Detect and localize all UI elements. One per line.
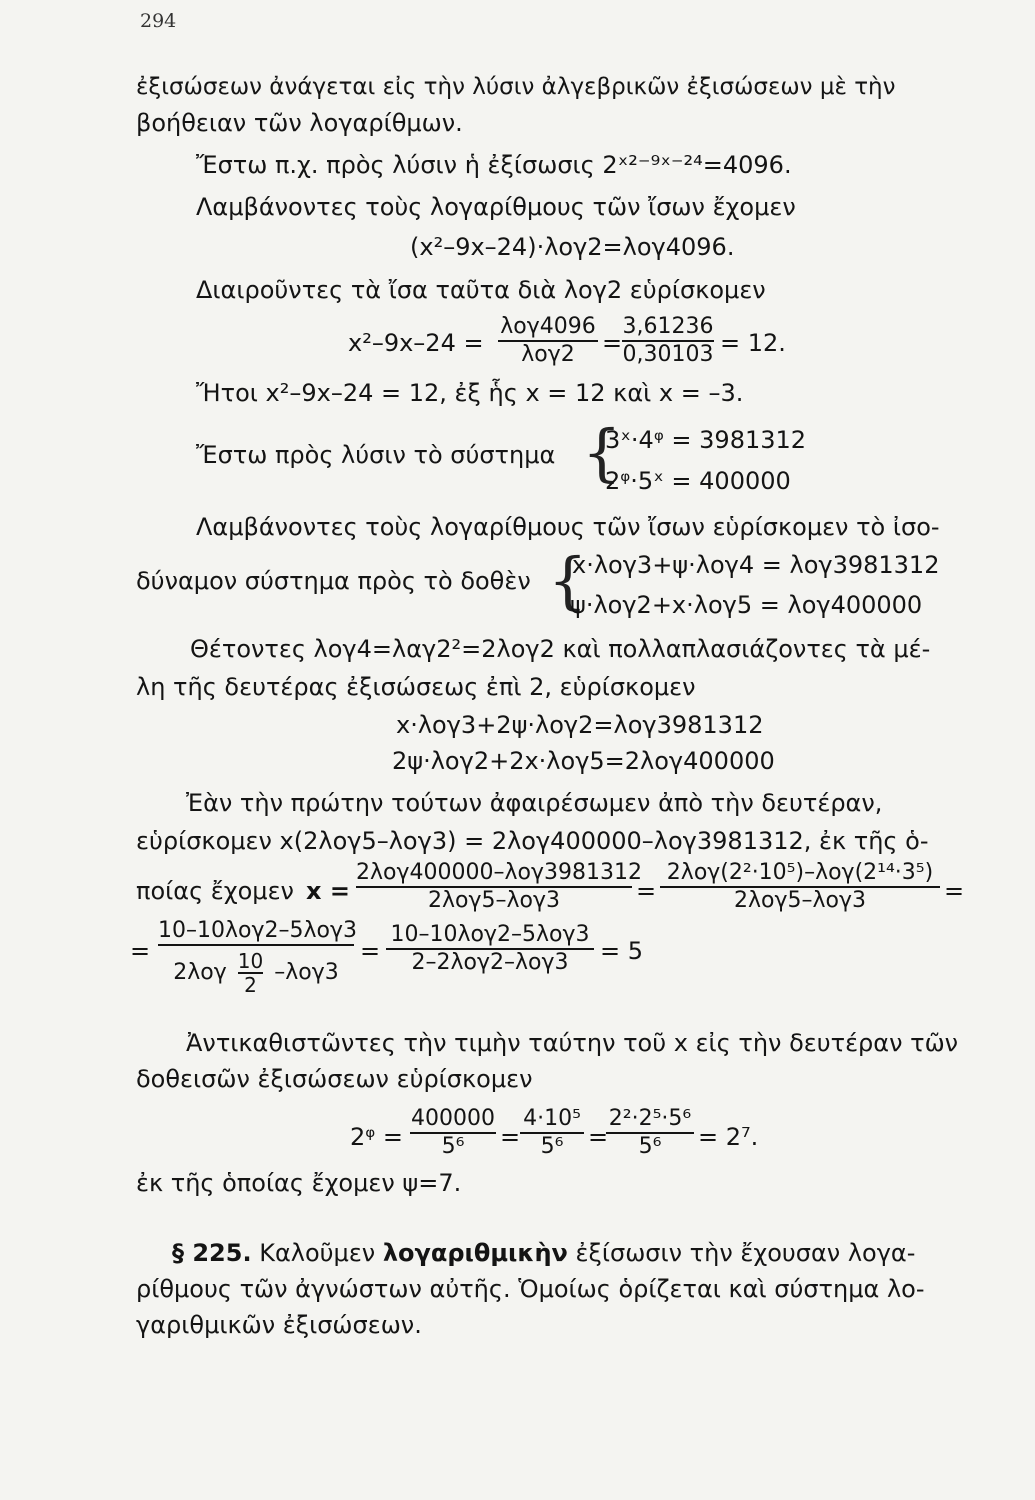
eq1-fraction-1: [498, 314, 598, 368]
xeq-f4-denominator: 2–2λογ2–λογ3: [386, 948, 594, 976]
xeq-f4-numerator: 10–10λογ2–5λογ3: [390, 922, 590, 947]
text-line-12: Ἐὰν τὴν πρώτην τούτων ἀφαιρέσωμεν ἀπὸ τὴν δευτέραν,: [186, 789, 883, 817]
text-line-7: Ἔστω πρὸς λύσιν τὸ σύστημα: [196, 441, 556, 469]
xeq-equals-2: =: [944, 877, 965, 905]
text-line-5: Διαιροῦντες τὰ ἴσα ταῦτα διὰ λογ2 εὑρίσκομεν: [196, 276, 766, 304]
xeq-lhs: x =: [306, 877, 350, 905]
xeq-f3-numerator: 10–10λογ2–5λογ3: [158, 918, 357, 943]
system1-eq-2: 2ᵠ·5ˣ = 400000: [605, 467, 791, 495]
eq1-fraction-2: [622, 314, 714, 368]
system1-eq-1: 3ˣ·4ᵠ = 3981312: [605, 426, 807, 454]
xeq-f3-den-part-b: –λογ3: [274, 960, 339, 985]
xeq-equals-1: =: [636, 877, 657, 905]
eq1-f1-denominator: λογ2: [498, 340, 598, 368]
text-line-17: ἐκ τῆς ὁποίας ἔχομεν ψ=7.: [136, 1169, 462, 1197]
text-line-20: γαριθμικῶν ἐξισώσεων.: [136, 1311, 422, 1339]
text-line-3: Ἔστω π.χ. πρὸς λύσιν ἡ ἐξίσωσις 2ˣ²⁻⁹ˣ⁻²⁴=4096.: [196, 151, 792, 179]
text-line-6: Ἤτοι x²–9x–24 = 12, ἐξ ἧς x = 12 καὶ x = –3.: [196, 379, 744, 407]
xeq-f3-denominator: [158, 944, 354, 996]
yeq-f2-denominator: 5⁶: [520, 1132, 584, 1160]
yeq-fraction-2: [520, 1106, 584, 1160]
text-line-19: ρίθμους τῶν ἀγνώστων αὐτῆς. Ὁμοίως ὁρίζεται καὶ σύστημα λο-: [136, 1275, 925, 1303]
yeq-equals-1: =: [500, 1123, 521, 1151]
system2-eq-2: ψ·λογ2+x·λογ5 = λογ400000: [570, 591, 923, 619]
yeq-f1-numerator: 400000: [411, 1106, 495, 1131]
yeq-equals-2: =: [588, 1123, 609, 1151]
text-line-8: Λαμβάνοντες τοὺς λογαρίθμους τῶν ἴσων εὑρίσκομεν τὸ ἰσο-: [196, 513, 940, 541]
text-line-4: Λαμβάνοντες τοὺς λογαρίθμους τῶν ἴσων ἔχομεν: [196, 193, 796, 221]
section-225-first-line: [172, 1238, 915, 1268]
yeq-fraction-3: [606, 1106, 694, 1160]
yeq-f2-numerator: 4·10⁵: [523, 1106, 581, 1131]
eq1-f2-denominator: 0,30103: [622, 342, 714, 367]
xeq-inner-denominator: 2: [238, 972, 263, 996]
xeq-fraction-2: [660, 860, 940, 914]
section-text-after: ἐξίσωσιν τὴν ἔχουσαν λογα-: [575, 1239, 916, 1267]
section-term: λογαριθμικὴν: [382, 1239, 568, 1267]
text-line-13: εὑρίσκομεν x(2λογ5–λογ3) = 2λογ400000–λογ3981312, ἐκ τῆς ὁ-: [136, 827, 929, 855]
system3-eq-1: x·λογ3+2ψ·λογ2=λογ3981312: [396, 711, 764, 739]
eq1-f1-numerator: λογ4096: [500, 314, 596, 339]
yeq-f3-numerator: 2²·2⁵·5⁶: [608, 1106, 692, 1131]
yeq-fraction-1: [410, 1106, 496, 1160]
xeq-f3-den-part-a: 2λογ: [173, 960, 227, 985]
xeq-f1-numerator: 2λογ400000–λογ3981312: [356, 860, 642, 885]
xeq-f1-denominator: 2λογ5–λογ3: [356, 886, 632, 914]
xeq-f2-numerator: 2λογ(2²·10⁵)–λογ(2¹⁴·3⁵): [666, 860, 934, 885]
eq1-lhs: x²–9x–24 =: [348, 329, 484, 357]
text-line-10: Θέτοντες λογ4=λαγ2²=2λογ2 καὶ πολλαπλασιάζοντες τὰ μέ-: [190, 635, 931, 663]
system2-brace: {: [548, 544, 588, 617]
text-line-14: ποίας ἔχομεν: [136, 877, 294, 905]
yeq-lhs: 2ᵠ =: [350, 1123, 403, 1151]
text-line-11: λη τῆς δευτέρας ἐξισώσεως ἐπὶ 2, εὑρίσκομεν: [136, 673, 696, 701]
xeq-fraction-1: [356, 860, 642, 914]
system2-eq-1: x·λογ3+ψ·λογ4 = λογ3981312: [572, 551, 940, 579]
xeq-equals-3: =: [130, 937, 151, 965]
yeq-result: = 2⁷.: [698, 1123, 759, 1151]
xeq-result: = 5: [600, 937, 644, 965]
eq1-equals: =: [602, 329, 623, 357]
equation-log-form: (x²–9x–24)·λογ2=λογ4096.: [410, 233, 735, 261]
xeq-equals-4: =: [360, 937, 381, 965]
system3-eq-2: 2ψ·λογ2+2x·λογ5=2λογ400000: [392, 747, 775, 775]
section-number: § 225.: [172, 1239, 252, 1267]
text-line-9: δύναμον σύστημα πρὸς τὸ δοθὲν: [136, 567, 531, 595]
text-line-1: ἐξισώσεων ἀνάγεται εἰς τὴν λύσιν ἀλγεβρικῶν ἐξισώσεων μὲ τὴν: [136, 74, 896, 100]
xeq-fraction-3: [158, 918, 357, 997]
yeq-f1-denominator: 5⁶: [410, 1132, 496, 1160]
section-text-before: Καλοῦμεν: [259, 1239, 376, 1267]
page-number: 294: [140, 10, 177, 32]
xeq-f2-denominator: 2λογ5–λογ3: [660, 886, 940, 914]
xeq-inner-numerator: 10: [237, 949, 264, 973]
xeq-fraction-4: [386, 922, 594, 976]
eq1-result: = 12.: [720, 329, 786, 357]
system1-brace: {: [582, 416, 622, 489]
yeq-f3-denominator: 5⁶: [606, 1132, 694, 1160]
eq1-f2-numerator: 3,61236: [622, 314, 714, 339]
text-line-2: βοήθειαν τῶν λογαρίθμων.: [136, 109, 463, 137]
text-line-16: δοθεισῶν ἐξισώσεων εὑρίσκομεν: [136, 1065, 533, 1093]
text-line-15: Ἀντικαθιστῶντες τὴν τιμὴν ταύτην τοῦ x εἰς τὴν δευτέραν τῶν: [186, 1029, 959, 1057]
